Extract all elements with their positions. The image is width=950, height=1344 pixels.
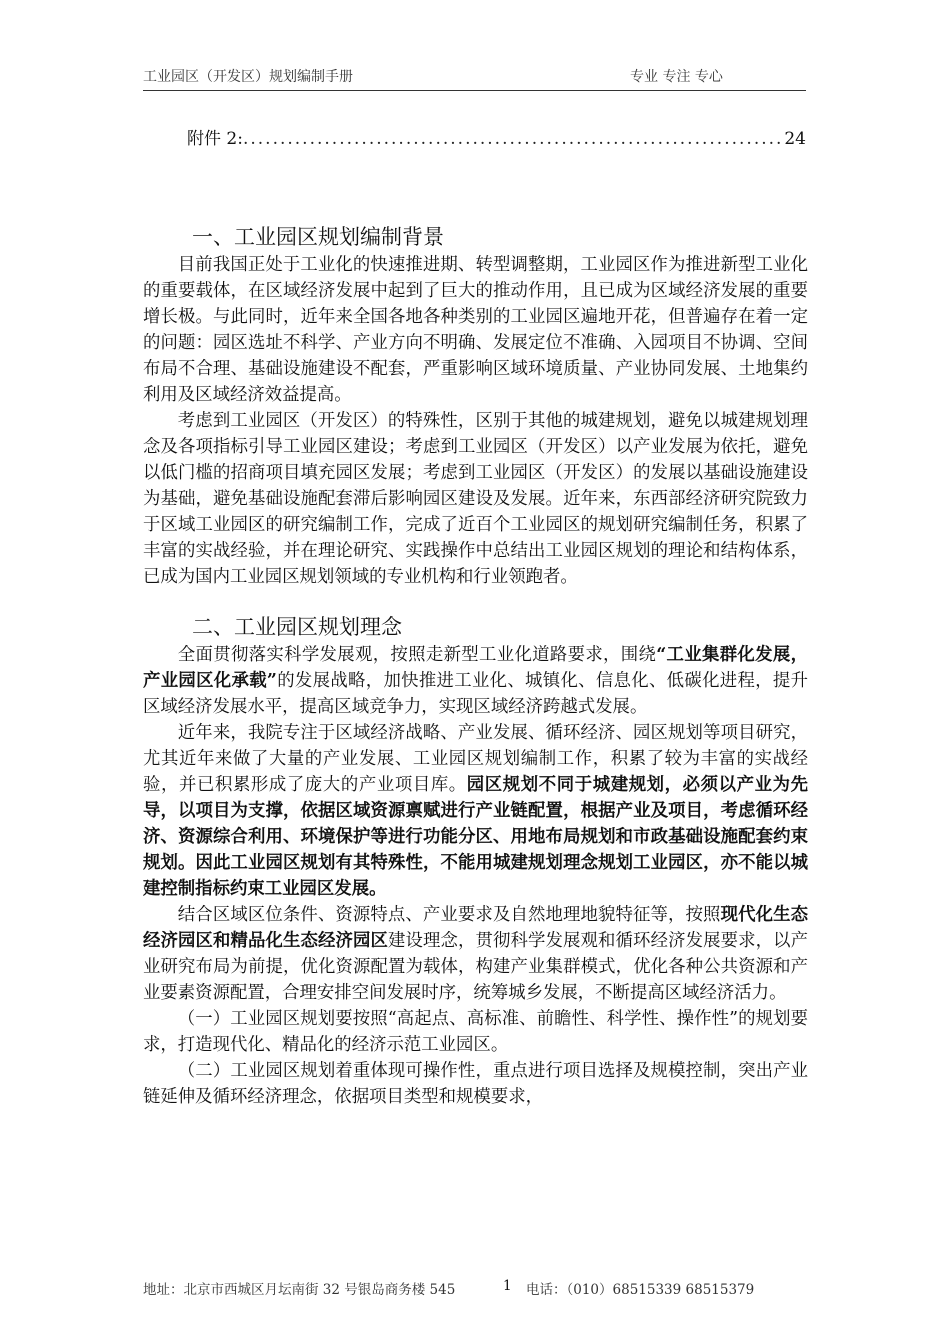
bold-text: “工业集群化发展，产业园区化承载” [143, 645, 808, 691]
toc-leader-dots [243, 129, 784, 149]
text-run: 结合区域区位条件、资源特点、产业要求及自然地理地貌特征等，按照 [177, 905, 721, 925]
section1-paragraph: 目前我国正处于工业化的快速推进期、转型调整期，工业园区作为推进新型工业化的重要载体，在区域经济发展中起到了巨大的推动作用，且已成为区域经济发展的重要增长极。与此同时，近年来全国各地各种类别的工业园区遍地开花，但普遍存在着一定的问题：园区选址不科学、产业方向不明确、发展定位不准确、入园项目不协调、空间布局不合理、基础设施建设不配套，严重影响区域环境质量、产业协同发展、土地集约利用及区域经济效益提高。 [143, 255, 808, 405]
section1-paragraph: 考虑到工业园区（开发区）的特殊性，区别于其他的城建规划，避免以城建规划理念及各项指标引导工业园区建设；考虑到工业园区（开发区）以产业发展为依托，避免以低门槛的招商项目填充园区发展；考虑到工业园区（开发区）的发展以基础设施建设为基础，避免基础设施配套滞后影响园区建设及发展。近年来，东西部经济研究院致力于区域工业园区的研究编制工作，完成了近百个工业园区的规划研究编制任务，积累了丰富的实战经验，并在理论研究、实践操作中总结出工业园区规划的理论和结构体系，已成为国内工业园区规划领域的专业机构和行业领跑者。 [143, 411, 808, 587]
page-number: 1 [503, 1278, 512, 1294]
toc-page: 24 [784, 129, 806, 149]
text-run: 的发展战略，加快推进工业化、城镇化、信息化、低碳化进程，提升区域经济发展水平，提高区域竞争力，实现区域经济跨越式发展。 [143, 671, 808, 717]
text-run: 近年来，我院专注于区域经济战略、产业发展、循环经济、园区规划等项目研究，尤其近年来做了大量的产业发展、工业园区规划编制工作，积累了较为丰富的实战经验，并已积累形成了庞大的产业项目库。 [143, 723, 808, 795]
header-slogan: 专业 专注 专心 [630, 69, 723, 85]
bold-text: 园区规划不同于城建规划，必须以产业为先导，以项目为支撑，依据区域资源禀赋进行产业链配置，根据产业及项目，考虑循环经济、资源综合利用、环境保护等进行功能分区、用地布局规划和市政基础设施配套约束规划。因此工业园区规划有其特殊性，不能用城建规划理念规划工业园区，亦不能以城建控制指标约束工业园区发展。 [143, 775, 808, 899]
bold-text: 现代化生态经济园区和精品化生态经济园区 [143, 905, 808, 951]
toc-entry[interactable] [187, 124, 806, 149]
section1-heading: 一、工业园区规划编制背景 [192, 225, 444, 249]
text-run: 建设理念，贯彻科学发展观和循环经济发展要求，以产业研究布局为前提，优化资源配置为载体，构建产业集群模式，优化各种公共资源和产业要素资源配置，合理安排空间发展时序，统筹城乡发展，不断提高区域经济活力。 [143, 931, 808, 1003]
footer-address: 地址：北京市西城区月坛南街 32 号银岛商务楼 545 [143, 1282, 456, 1298]
toc-label: 附件 2: [187, 129, 243, 149]
section2-paragraph [143, 720, 808, 902]
header-title: 工业园区（开发区）规划编制手册 [143, 69, 353, 85]
section2-paragraph [143, 642, 808, 720]
section2-paragraph [143, 902, 808, 1006]
document-body [143, 222, 808, 1110]
text-run: 全面贯彻落实科学发展观，按照走新型工业化道路要求，围绕 [177, 645, 657, 665]
section2-paragraph: （一）工业园区规划要按照“高起点、高标准、前瞻性、科学性、操作性”的规划要求，打造现代化、精品化的经济示范工业园区。 [143, 1009, 808, 1055]
section2-paragraph: （二）工业园区规划着重体现可操作性，重点进行项目选择及规模控制，突出产业链延伸及循环经济理念，依据项目类型和规模要求， [143, 1061, 808, 1107]
footer-phone: 电话：（010）68515339 68515379 [526, 1282, 755, 1298]
page-header [143, 66, 806, 91]
section2-heading: 二、工业园区规划理念 [192, 615, 402, 639]
